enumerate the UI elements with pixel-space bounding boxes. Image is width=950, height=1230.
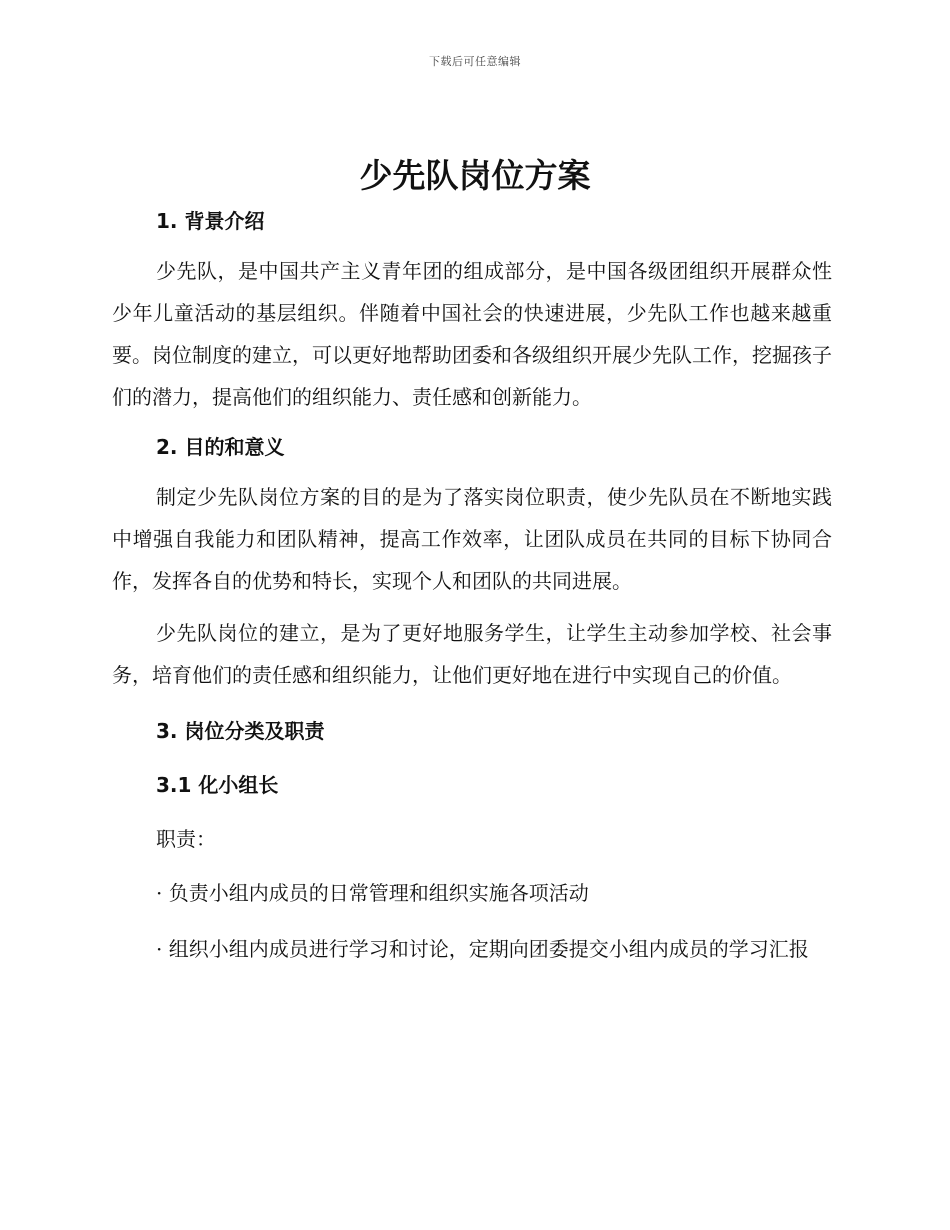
section-3-heading: 3. 岗位分类及职责	[156, 719, 325, 743]
section-2-paragraph-1: 制定少先队岗位方案的目的是为了落实岗位职责，使少先队员在不断地实践中增强自我能力和团队精神，提高工作效率，让团队成员在共同的目标下协同合作，发挥各自的优势和特长，实现个人和团队的共同进展。	[112, 485, 832, 593]
section-3-1-heading: 3.1 化小组长	[156, 773, 279, 797]
duty-bullet-2: · 组织小组内成员进行学习和讨论，定期向团委提交小组内成员的学习汇报	[156, 937, 809, 961]
duty-bullet-1: · 负责小组内成员的日常管理和组织实施各项活动	[156, 881, 589, 905]
document-body	[112, 202, 832, 970]
section-1-paragraph: 少先队，是中国共产主义青年团的组成部分，是中国各级团组织开展群众性少年儿童活动的基层组织。伴随着中国社会的快速进展，少先队工作也越来越重要。岗位制度的建立，可以更好地帮助团委和各级组织开展少先队工作，挖掘孩子们的潜力，提高他们的组织能力、责任感和创新能力。	[112, 259, 832, 409]
duties-label: 职责：	[156, 827, 216, 851]
section-1-heading: 1. 背景介绍	[156, 209, 265, 233]
header-note: 下载后可任意编辑	[429, 55, 521, 68]
section-2-paragraph-2: 少先队岗位的建立，是为了更好地服务学生，让学生主动参加学校、社会事务，培育他们的责任感和组织能力，让他们更好地在进行中实现自己的价值。	[112, 621, 832, 687]
section-2-heading: 2. 目的和意义	[156, 435, 285, 459]
document-title: 少先队岗位方案	[359, 156, 591, 195]
